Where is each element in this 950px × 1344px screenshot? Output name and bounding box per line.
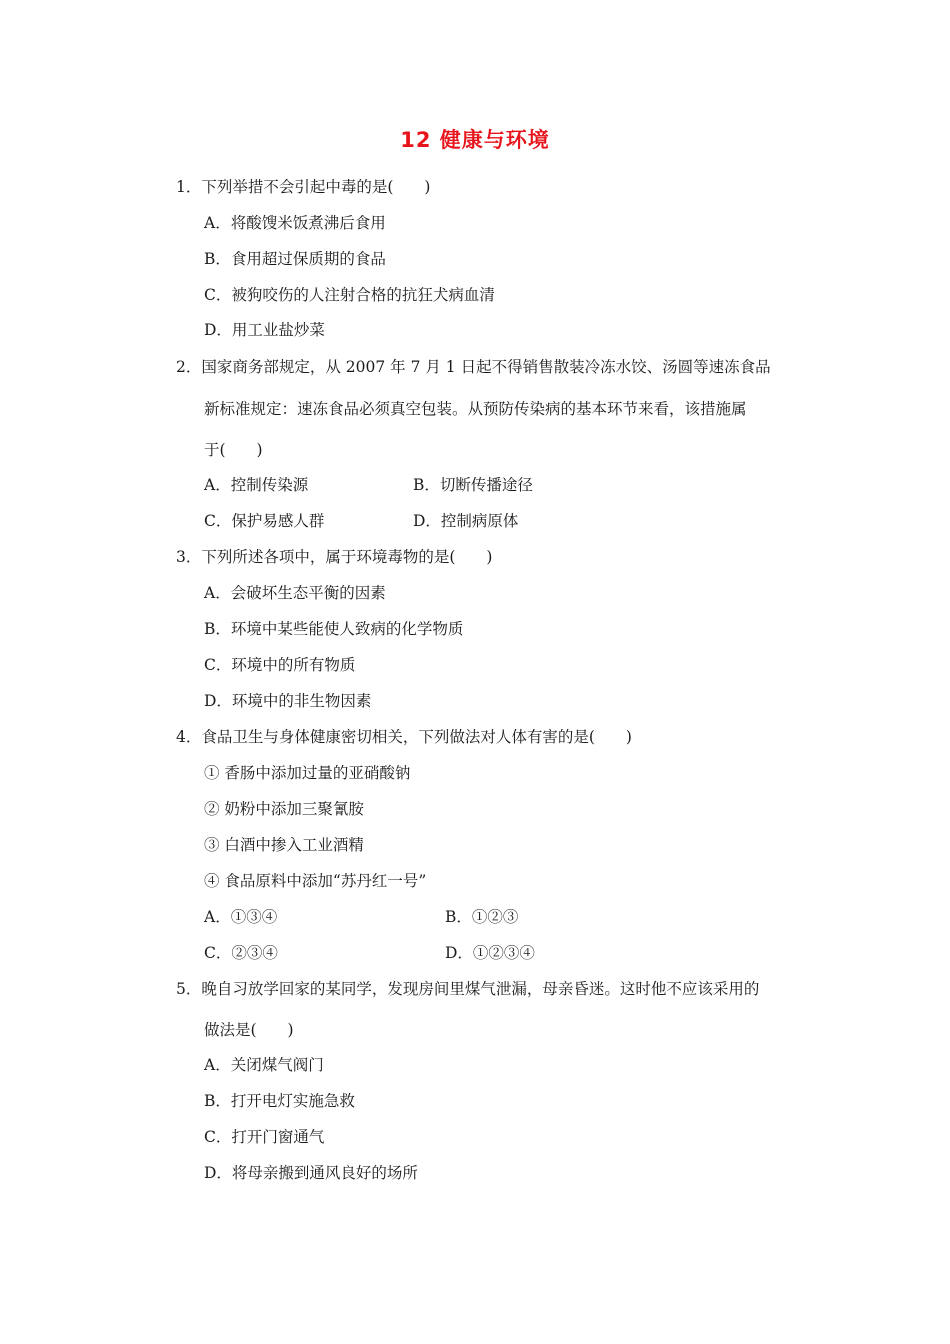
question-5-option-a: A．关闭煤气阀门 — [204, 1056, 324, 1074]
question-2-stem-line-3: 于( ) — [204, 441, 263, 459]
question-4-item-3: ③ 白酒中掺入工业酒精 — [204, 836, 364, 854]
question-3-option-d: D．环境中的非生物因素 — [204, 692, 372, 710]
question-5-option-b: B．打开电灯实施急救 — [204, 1092, 355, 1110]
question-3-option-b: B．环境中某些能使人致病的化学物质 — [204, 620, 464, 638]
question-3-option-c: C．环境中的所有物质 — [204, 656, 356, 674]
question-2-stem-line-1: 2．国家商务部规定，从 2007 年 7 月 1 日起不得销售散装冷冻水饺、汤圆等速冻食品 — [176, 358, 771, 376]
question-1-option-a: A．将酸馊米饭煮沸后食用 — [204, 214, 386, 232]
question-5-option-c: C．打开门窗通气 — [204, 1128, 325, 1146]
question-2-option-b: B．切断传播途径 — [413, 476, 533, 494]
question-4-option-d: D．①②③④ — [445, 944, 535, 962]
question-4-stem: 4．食品卫生与身体健康密切相关，下列做法对人体有害的是( ) — [176, 728, 632, 746]
question-5-option-d: D．将母亲搬到通风良好的场所 — [204, 1164, 418, 1182]
question-5-stem-line-1: 5．晚自习放学回家的某同学，发现房间里煤气泄漏，母亲昏迷。这时他不应该采用的 — [176, 980, 760, 998]
question-4-item-4: ④ 食品原料中添加“苏丹红一号” — [204, 872, 427, 890]
question-1-option-b: B．食用超过保质期的食品 — [204, 250, 386, 268]
question-4-option-c: C．②③④ — [204, 944, 278, 962]
question-2-option-a: A．控制传染源 — [204, 476, 309, 494]
question-1-stem: 1．下列举措不会引起中毒的是( ) — [176, 178, 431, 196]
question-3-option-a: A．会破坏生态平衡的因素 — [204, 584, 386, 602]
question-3-stem: 3．下列所述各项中，属于环境毒物的是( ) — [176, 548, 493, 566]
question-4-item-1: ① 香肠中添加过量的亚硝酸钠 — [204, 764, 411, 782]
question-4-option-a: A．①③④ — [204, 908, 278, 926]
question-4-item-2: ② 奶粉中添加三聚氰胺 — [204, 800, 364, 818]
question-2-stem-line-2: 新标准规定：速冻食品必须真空包装。从预防传染病的基本环节来看，该措施属 — [204, 400, 747, 418]
question-2-option-c: C．保护易感人群 — [204, 512, 325, 530]
page-title: 12 健康与环境 — [400, 128, 550, 152]
question-1-option-d: D．用工业盐炒菜 — [204, 321, 325, 339]
question-4-option-b: B．①②③ — [445, 908, 519, 926]
question-1-option-c: C．被狗咬伤的人注射合格的抗狂犬病血清 — [204, 286, 495, 304]
question-5-stem-line-2: 做法是( ) — [204, 1021, 294, 1039]
question-2-option-d: D．控制病原体 — [413, 512, 519, 530]
